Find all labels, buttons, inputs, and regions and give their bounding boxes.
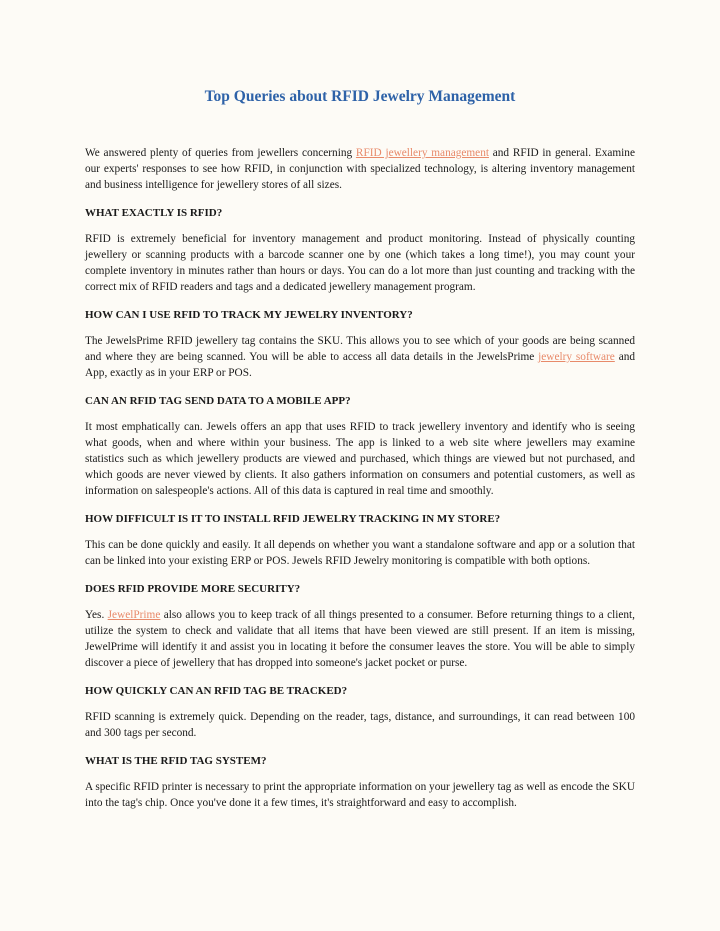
jewelry-software-link[interactable]: jewelry software: [538, 351, 615, 363]
jewelprime-link[interactable]: JewelPrime: [107, 609, 161, 621]
section-text-what-is-rfid: RFID is extremely beneficial for inventory management and product monitoring. Instead of physically counting jewellery or scanning products with a barcode scanner one by one (which takes a long time!), you may count your complete inventory in minutes rather than hours or days. You can do a lot more than just counting and tracking with the correct mix of RFID readers and tags and a dedicated jewellery management program.: [85, 233, 635, 293]
section-text-install: This can be done quickly and easily. It all depends on whether you want a standalone software and app or a solution that can be linked into your existing ERP or POS. Jewels RFID Jewelry monitoring is compatible with both options.: [85, 539, 635, 567]
rfid-jewellery-management-link[interactable]: RFID jewellery management: [355, 147, 489, 159]
security-text-before: Yes.: [85, 609, 108, 621]
section-text-track-inventory: [85, 333, 635, 381]
security-text-after: also allows you to keep track of all things presented to a consumer. Before returning things to a client, utilize the system to check and validate that all items that have been viewed are still present. If an item is missing, JewelPrime will identify it and assist you in locating it before the consumer leaves the store. You will be able to simply discover a piece of jewellery that has dropped into someone's jacket pocket or purse.: [85, 609, 635, 669]
intro-text-after: and RFID in general. Examine our experts' responses to see how RFID, in conjunction with specialized technology, is altering inventory management and business intelligence for jewellery stores of all sizes.: [85, 147, 635, 191]
section-heading-install: HOW DIFFICULT IS IT TO INSTALL RFID JEWELRY TRACKING IN MY STORE?: [85, 513, 501, 525]
section-heading-tracking-speed: HOW QUICKLY CAN AN RFID TAG BE TRACKED?: [85, 685, 348, 697]
section-heading-track-inventory: HOW CAN I USE RFID TO TRACK MY JEWELRY INVENTORY?: [85, 309, 413, 321]
document-body: [85, 145, 635, 811]
track-inventory-text-before: The JewelsPrime RFID jewellery tag contains the SKU. This allows you to see which of your goods are being scanned and where they are being scanned. You will be able to access all data details in the JewelsPrime: [85, 335, 635, 363]
section-heading-mobile-app: CAN AN RFID TAG SEND DATA TO A MOBILE APP?: [85, 395, 351, 407]
section-text-security: [85, 607, 635, 671]
section-heading-security: DOES RFID PROVIDE MORE SECURITY?: [85, 583, 301, 595]
section-heading-tag-system: WHAT IS THE RFID TAG SYSTEM?: [85, 755, 267, 767]
page-title: Top Queries about RFID Jewelry Management: [204, 88, 516, 105]
intro-text-before: We answered plenty of queries from jewellers concerning: [85, 147, 356, 159]
section-text-tracking-speed: RFID scanning is extremely quick. Depending on the reader, tags, distance, and surroundings, it can read between 100 and 300 tags per second.: [85, 711, 635, 739]
intro-paragraph: [85, 145, 635, 193]
track-inventory-text-after: and App, exactly as in your ERP or POS.: [85, 351, 636, 379]
section-text-mobile-app: It most emphatically can. Jewels offers an app that uses RFID to track jewellery inventory and identify who is seeing what goods, when and where within your business. The app is linked to a web site where jewellers may examine statistics such as which jewellery products are viewed and purchased, which things are viewed but not purchased, and which goods are never viewed by clients. It also gathers information on consumers and potential customers, as well as information on salespeople's actions. All of this data is captured in real time and smoothly.: [85, 421, 635, 497]
section-text-tag-system: A specific RFID printer is necessary to print the appropriate information on your jewellery tag as well as encode the SKU into the tag's chip. Once you've done it a few times, it's straightforward and easy to accomplish.: [85, 781, 635, 809]
section-heading-what-is-rfid: WHAT EXACTLY IS RFID?: [85, 207, 223, 219]
